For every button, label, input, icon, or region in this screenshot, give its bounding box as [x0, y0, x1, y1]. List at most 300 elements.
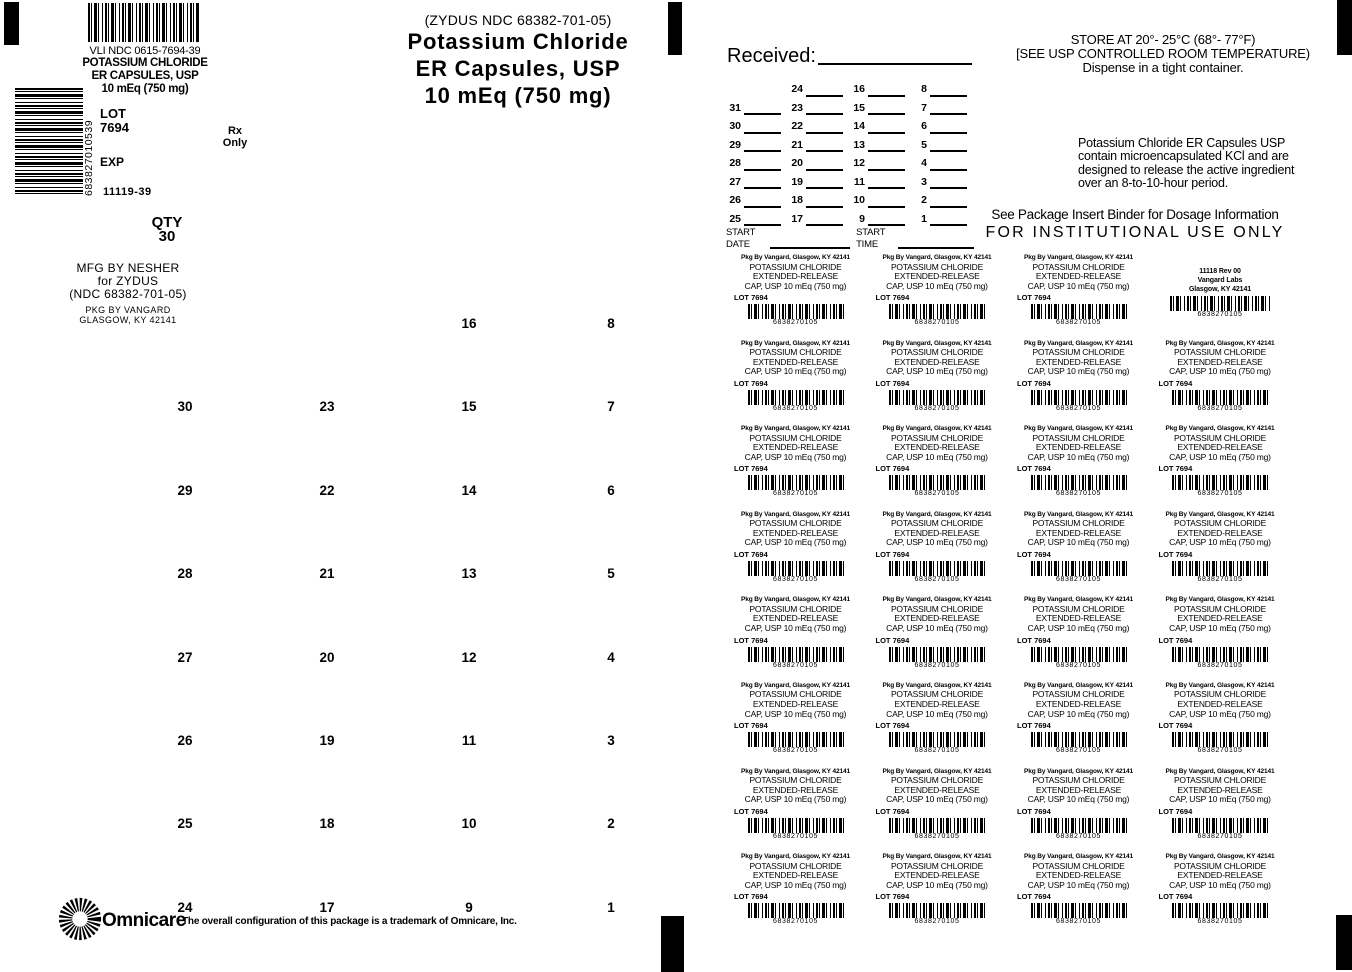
day-slot [848, 101, 910, 120]
unit-release-type: EXTENDED-RELEASE [1177, 870, 1263, 881]
day-number: 14 [853, 120, 865, 132]
day-number: 12 [461, 649, 477, 665]
fill-line [806, 119, 843, 134]
unit-strength: CAP, USP 10 mEq (750 mg) [886, 451, 988, 462]
mfg-line1: MFG BY NESHER [76, 261, 180, 275]
product-name-line2: ER CAPSULES, USP [91, 70, 199, 82]
day-number: 24 [177, 899, 193, 915]
unit-lot: LOT 7694 [1017, 635, 1051, 645]
day-slot [724, 119, 786, 138]
unit-release-type: EXTENDED-RELEASE [752, 613, 839, 624]
unit-barcode-number: 6838270105 [773, 490, 818, 498]
day-number: 15 [461, 399, 477, 415]
unit-pkg-by: Pkg By Vangard, Glasgow, KY 42141 [1023, 425, 1134, 433]
title-line2: ER Capsules, USP [415, 56, 621, 81]
unit-lot: LOT 7694 [734, 378, 768, 388]
calendar-row [724, 193, 972, 212]
start-date-time-row [726, 227, 974, 251]
unit-lot: LOT 7694 [1158, 721, 1193, 731]
day-number: 7 [921, 101, 927, 114]
rev-number: 11118 Rev 00 [1199, 268, 1241, 275]
unit-lot: LOT 7694 [734, 721, 768, 731]
unit-strength: CAP, USP 10 mEq (750 mg) [886, 879, 988, 890]
fill-line [868, 212, 905, 227]
exp-label: EXP [100, 155, 125, 169]
description-line3: designed to release the active ingredient [1078, 162, 1295, 177]
storage-line1: STORE AT 20°- 25°C (68°- 77°F) [1070, 32, 1256, 47]
unit-strength: CAP, USP 10 mEq (750 mg) [744, 794, 847, 805]
unit-pkg-by: Pkg By Vangard, Glasgow, KY 42141 [740, 254, 851, 261]
unit-strength: CAP, USP 10 mEq (750 mg) [744, 537, 847, 548]
unit-dose-label [1013, 425, 1144, 511]
rev-label [1155, 254, 1286, 340]
unit-barcode-number: 6838270105 [1197, 576, 1243, 584]
day-slot [848, 82, 910, 101]
day-slot [786, 119, 848, 138]
day-number: 16 [461, 316, 477, 331]
unit-pkg-by: Pkg By Vangard, Glasgow, KY 42141 [740, 681, 851, 689]
main-title [368, 12, 668, 109]
unit-barcode-number: 6838270105 [914, 747, 960, 755]
unit-drug-name: POTASSIUM CHLORIDE [1032, 518, 1125, 529]
unit-dose-label [730, 768, 861, 854]
unit-drug-name: POTASSIUM CHLORIDE [890, 261, 984, 272]
day-slot [724, 138, 786, 157]
unit-drug-name: POTASSIUM CHLORIDE [749, 689, 842, 700]
day-number: 11 [461, 732, 477, 748]
unit-dose-label [872, 682, 1003, 768]
unit-lot: LOT 7694 [1017, 293, 1051, 303]
day-slot [910, 101, 972, 120]
calendar-row [114, 566, 682, 649]
qty-label: QTY [151, 214, 183, 231]
unit-dose-label [1013, 596, 1144, 682]
day-number: 24 [791, 83, 803, 95]
day-number: 21 [319, 566, 335, 582]
fill-line [744, 156, 781, 171]
day-number: 4 [607, 649, 615, 665]
lot-block [100, 107, 129, 134]
day-number: 14 [461, 482, 477, 498]
unit-strength: CAP, USP 10 mEq (750 mg) [886, 537, 988, 548]
unit-barcode-number: 6838270105 [1056, 576, 1101, 584]
unit-pkg-by: Pkg By Vangard, Glasgow, KY 42141 [1165, 339, 1275, 347]
title-ndc: (ZYDUS NDC 68382-701-05) [424, 12, 612, 28]
fill-line [868, 138, 905, 153]
unit-strength: CAP, USP 10 mEq (750 mg) [1169, 537, 1271, 548]
mfg-line3: (NDC 68382-701-05) [69, 287, 187, 301]
unit-barcode-number: 6838270105 [1197, 490, 1243, 498]
fill-line [744, 193, 781, 208]
unit-release-type: EXTENDED-RELEASE [1035, 784, 1122, 795]
day-number: 8 [607, 316, 615, 331]
fill-line [806, 193, 843, 208]
day-number: 29 [177, 482, 193, 498]
unit-barcode-number: 6838270105 [914, 404, 960, 412]
storage-line2: [SEE USP CONTROLLED ROOM TEMPERATURE) [1016, 46, 1310, 61]
unit-strength: CAP, USP 10 mEq (750 mg) [1027, 794, 1130, 805]
unit-lot: LOT 7694 [1158, 464, 1193, 474]
fill-line [806, 101, 843, 116]
day-number: 18 [319, 816, 335, 832]
unit-pkg-by: Pkg By Vangard, Glasgow, KY 42141 [1165, 681, 1275, 689]
unit-drug-name: POTASSIUM CHLORIDE [749, 432, 842, 443]
calendar-row [114, 816, 682, 899]
day-slot [848, 138, 910, 157]
unit-lot: LOT 7694 [1158, 892, 1193, 902]
unit-barcode [748, 647, 844, 662]
unit-lot: LOT 7694 [734, 464, 768, 474]
fill-line [806, 175, 843, 190]
unit-drug-name: POTASSIUM CHLORIDE [749, 347, 842, 358]
unit-drug-name: POTASSIUM CHLORIDE [749, 261, 842, 272]
calendar-row [724, 138, 972, 157]
unit-release-type: EXTENDED-RELEASE [894, 784, 980, 795]
institutional-use-notice: FOR INSTITUTIONAL USE ONLY [985, 224, 1285, 241]
unit-lot: LOT 7694 [875, 806, 910, 816]
unit-pkg-by: Pkg By Vangard, Glasgow, KY 42141 [1023, 510, 1134, 518]
unit-strength: CAP, USP 10 mEq (750 mg) [1169, 708, 1271, 719]
unit-barcode-number: 6838270105 [773, 747, 818, 755]
day-number: 2 [607, 816, 615, 832]
unit-barcode-number: 6838270105 [773, 576, 818, 584]
received-label: Received: [727, 45, 816, 67]
unit-lot: LOT 7694 [1017, 378, 1051, 388]
unit-release-type: EXTENDED-RELEASE [1177, 613, 1263, 624]
day-number: 26 [729, 194, 741, 206]
unit-release-type: EXTENDED-RELEASE [1177, 356, 1263, 367]
day-number: 27 [729, 175, 741, 188]
calendar-grid-left [114, 316, 682, 972]
unit-drug-name: POTASSIUM CHLORIDE [890, 775, 984, 786]
day-number: 9 [859, 212, 865, 225]
unit-release-type: EXTENDED-RELEASE [752, 442, 839, 453]
fill-line [744, 101, 781, 116]
day-number: 16 [853, 83, 865, 95]
calendar-row [724, 175, 972, 194]
unit-release-type: EXTENDED-RELEASE [1035, 271, 1122, 282]
unit-barcode-number: 6838270105 [914, 918, 960, 926]
calendar-row [724, 82, 972, 101]
calendar-row [724, 156, 972, 175]
unit-barcode-number: 6838270105 [1056, 319, 1101, 327]
unit-pkg-by: Pkg By Vangard, Glasgow, KY 42141 [1165, 425, 1275, 433]
fill-line [868, 101, 905, 116]
day-number: 3 [607, 732, 615, 748]
unit-pkg-by: Pkg By Vangard, Glasgow, KY 42141 [1165, 596, 1275, 604]
unit-strength: CAP, USP 10 mEq (750 mg) [1169, 794, 1271, 805]
day-number: 13 [853, 138, 865, 151]
unit-strength: CAP, USP 10 mEq (750 mg) [886, 366, 988, 377]
unit-drug-name: POTASSIUM CHLORIDE [1032, 603, 1125, 614]
unit-release-type: EXTENDED-RELEASE [752, 356, 839, 367]
fill-line [806, 138, 843, 153]
unit-strength: CAP, USP 10 mEq (750 mg) [744, 879, 847, 890]
unit-lot: LOT 7694 [734, 806, 768, 816]
unit-barcode [1031, 390, 1127, 405]
unit-pkg-by: Pkg By Vangard, Glasgow, KY 42141 [740, 767, 851, 775]
unit-lot: LOT 7694 [1017, 464, 1051, 474]
unit-drug-name: POTASSIUM CHLORIDE [1173, 347, 1267, 358]
unit-barcode-number: 6838270105 [1197, 918, 1243, 926]
unit-barcode [748, 561, 844, 576]
unit-dose-label [730, 511, 861, 597]
fill-line [930, 119, 967, 134]
day-slot [724, 175, 786, 194]
unit-lot: LOT 7694 [734, 892, 768, 902]
calendar-grid-right [724, 82, 972, 230]
unit-release-type: EXTENDED-RELEASE [894, 870, 980, 881]
unit-drug-name: POTASSIUM CHLORIDE [1032, 347, 1125, 358]
day-number: 4 [921, 157, 927, 169]
unit-release-type: EXTENDED-RELEASE [894, 356, 980, 367]
unit-release-type: EXTENDED-RELEASE [1177, 784, 1263, 795]
calendar-row [114, 483, 682, 566]
unit-pkg-by: Pkg By Vangard, Glasgow, KY 42141 [1165, 510, 1275, 518]
unit-barcode [748, 304, 844, 319]
storage-instructions [1008, 33, 1318, 75]
day-number: 12 [853, 157, 865, 169]
day-number [114, 316, 256, 399]
day-slot [786, 175, 848, 194]
fill-line [930, 101, 967, 116]
unit-dose-label [730, 682, 861, 768]
unit-pkg-by: Pkg By Vangard, Glasgow, KY 42141 [1023, 767, 1134, 775]
unit-barcode [1031, 818, 1127, 833]
unit-pkg-by: Pkg By Vangard, Glasgow, KY 42141 [882, 681, 992, 689]
unit-drug-name: POTASSIUM CHLORIDE [1032, 689, 1125, 700]
fill-line [868, 175, 905, 190]
unit-drug-name: POTASSIUM CHLORIDE [890, 689, 984, 700]
lot-label: LOT [100, 106, 126, 121]
unit-strength: CAP, USP 10 mEq (750 mg) [1169, 366, 1271, 377]
unit-release-type: EXTENDED-RELEASE [752, 870, 839, 881]
unit-release-type: EXTENDED-RELEASE [1177, 442, 1263, 453]
unit-release-type: EXTENDED-RELEASE [894, 527, 980, 538]
unit-barcode [748, 818, 844, 833]
fill-line [744, 138, 781, 153]
unit-barcode [1031, 304, 1127, 319]
unit-barcode [889, 390, 985, 405]
unit-dose-label [1155, 511, 1286, 597]
day-number: 30 [177, 399, 193, 415]
unit-barcode [889, 818, 985, 833]
storage-line3: Dispense in a tight container. [1082, 60, 1244, 75]
unit-strength: CAP, USP 10 mEq (750 mg) [744, 280, 847, 291]
received-fill-line [818, 45, 972, 65]
day-number: 21 [791, 138, 803, 151]
day-slot [848, 119, 910, 138]
unit-dose-label [1013, 853, 1144, 939]
unit-strength: CAP, USP 10 mEq (750 mg) [1027, 537, 1130, 548]
rx-line1: Rx [227, 125, 243, 137]
unit-lot: LOT 7694 [875, 293, 910, 303]
unit-release-type: EXTENDED-RELEASE [752, 784, 839, 795]
unit-pkg-by: Pkg By Vangard, Glasgow, KY 42141 [882, 339, 992, 347]
unit-drug-name: POTASSIUM CHLORIDE [1173, 775, 1267, 786]
vli-ndc-line: VLI NDC 0615-7694-39 [89, 45, 201, 57]
unit-barcode-number: 6838270105 [1056, 832, 1101, 840]
unit-dose-label [872, 254, 1003, 340]
product-name-line1: POTASSIUM CHLORIDE [82, 57, 208, 69]
day-number: 3 [921, 175, 927, 188]
day-number: 9 [465, 899, 473, 915]
day-slot [910, 175, 972, 194]
unit-barcode-number: 6838270105 [773, 404, 818, 412]
day-slot [786, 193, 848, 212]
day-number: 17 [319, 899, 335, 915]
unit-drug-name: POTASSIUM CHLORIDE [1173, 860, 1267, 871]
unit-strength: CAP, USP 10 mEq (750 mg) [886, 280, 988, 291]
unit-lot: LOT 7694 [1158, 550, 1193, 560]
unit-barcode-number: 6838270105 [914, 832, 960, 840]
lot-value: 7694 [100, 119, 129, 135]
day-slot [724, 156, 786, 175]
rev-company: Vangard Labs [1197, 277, 1243, 284]
registration-mark [668, 2, 682, 55]
description-line4: over an 8-to-10-hour period. [1078, 176, 1229, 191]
unit-dose-label [1155, 682, 1286, 768]
unit-lot: LOT 7694 [734, 550, 768, 560]
mfg-line2: for ZYDUS [97, 274, 159, 288]
day-number: 29 [729, 138, 741, 151]
unit-lot: LOT 7694 [1017, 721, 1051, 731]
unit-pkg-by: Pkg By Vangard, Glasgow, KY 42141 [740, 339, 851, 347]
description-line2: contain microencapsulated KCl and are [1078, 149, 1289, 164]
unit-barcode-number: 6838270105 [1056, 404, 1101, 412]
unit-pkg-by: Pkg By Vangard, Glasgow, KY 42141 [882, 510, 992, 518]
qty-block [138, 216, 196, 243]
qty-value: 30 [158, 227, 176, 245]
start-date-line [770, 227, 850, 249]
day-slot [910, 119, 972, 138]
unit-dose-label [1155, 596, 1286, 682]
unit-dose-label [872, 596, 1003, 682]
unit-release-type: EXTENDED-RELEASE [1177, 527, 1263, 538]
unit-pkg-by: Pkg By Vangard, Glasgow, KY 42141 [882, 767, 992, 775]
unit-strength: CAP, USP 10 mEq (750 mg) [1027, 879, 1130, 890]
day-slot [848, 193, 910, 212]
unit-pkg-by: Pkg By Vangard, Glasgow, KY 42141 [1023, 681, 1134, 689]
unit-barcode [748, 732, 844, 747]
unit-barcode [1172, 732, 1268, 747]
unit-barcode [1031, 903, 1127, 918]
unit-dose-label [1155, 340, 1286, 426]
unit-lot: LOT 7694 [875, 378, 910, 388]
product-description [1078, 137, 1308, 191]
unit-barcode [889, 475, 985, 490]
unit-barcode [748, 390, 844, 405]
unit-strength: CAP, USP 10 mEq (750 mg) [1169, 623, 1271, 634]
unit-pkg-by: Pkg By Vangard, Glasgow, KY 42141 [1023, 596, 1134, 604]
unit-lot: LOT 7694 [875, 635, 910, 645]
unit-release-type: EXTENDED-RELEASE [894, 613, 980, 624]
unit-drug-name: POTASSIUM CHLORIDE [749, 518, 842, 529]
rev-barcode-number: 6838270105 [1197, 311, 1243, 318]
unit-lot: LOT 7694 [1158, 806, 1193, 816]
unit-dose-label [730, 853, 861, 939]
unit-barcode-number: 6838270105 [914, 576, 960, 584]
unit-drug-name: POTASSIUM CHLORIDE [1032, 775, 1125, 786]
unit-drug-name: POTASSIUM CHLORIDE [1173, 432, 1267, 443]
day-number: 26 [177, 732, 193, 748]
unit-barcode [1031, 475, 1127, 490]
unit-barcode-number: 6838270105 [914, 661, 960, 669]
unit-dose-label [1155, 768, 1286, 854]
day-number: 1 [607, 899, 615, 915]
day-number: 10 [461, 816, 477, 832]
day-number: 5 [921, 138, 927, 151]
day-number: 22 [319, 482, 335, 498]
unit-release-type: EXTENDED-RELEASE [1177, 699, 1263, 710]
unit-strength: CAP, USP 10 mEq (750 mg) [886, 623, 988, 634]
day-number: 30 [729, 120, 741, 132]
fill-line [744, 212, 781, 227]
unit-release-type: EXTENDED-RELEASE [894, 699, 980, 710]
unit-strength: CAP, USP 10 mEq (750 mg) [1027, 623, 1130, 634]
unit-barcode [1031, 647, 1127, 662]
fill-line [930, 193, 967, 208]
unit-pkg-by: Pkg By Vangard, Glasgow, KY 42141 [1023, 254, 1134, 261]
day-slot [848, 156, 910, 175]
fill-line [806, 156, 843, 171]
unit-barcode [889, 561, 985, 576]
registration-mark [1337, 0, 1352, 55]
unit-barcode [1172, 818, 1268, 833]
calendar-row [114, 316, 682, 399]
calendar-row [114, 900, 682, 972]
unit-label-grid [730, 254, 1296, 939]
unit-barcode-number: 6838270105 [1197, 661, 1243, 669]
unit-pkg-by: Pkg By Vangard, Glasgow, KY 42141 [882, 596, 992, 604]
item-number: 11119-39 [103, 186, 152, 198]
unit-drug-name: POTASSIUM CHLORIDE [890, 347, 984, 358]
unit-drug-name: POTASSIUM CHLORIDE [1173, 689, 1267, 700]
unit-drug-name: POTASSIUM CHLORIDE [749, 860, 842, 871]
unit-dose-label [872, 425, 1003, 511]
registration-mark [1336, 915, 1352, 970]
mfg-line5: GLASGOW, KY 42141 [79, 315, 177, 325]
unit-release-type: EXTENDED-RELEASE [752, 527, 839, 538]
received-row [727, 45, 972, 68]
unit-barcode-number: 6838270105 [773, 319, 818, 327]
unit-lot: LOT 7694 [1158, 378, 1193, 388]
unit-strength: CAP, USP 10 mEq (750 mg) [744, 366, 847, 377]
registration-mark [4, 2, 19, 45]
day-slot [724, 101, 786, 120]
unit-barcode-number: 6838270105 [1056, 490, 1101, 498]
rx-only [213, 125, 257, 149]
title-line1: Potassium Chloride [407, 29, 629, 54]
unit-pkg-by: Pkg By Vangard, Glasgow, KY 42141 [1023, 339, 1134, 347]
day-number: 18 [791, 194, 803, 206]
unit-lot: LOT 7694 [1158, 635, 1193, 645]
unit-dose-label [1013, 340, 1144, 426]
unit-lot: LOT 7694 [875, 464, 910, 474]
unit-dose-label [730, 596, 861, 682]
rev-city: Glasgow, KY 42141 [1188, 286, 1252, 293]
day-number: 7 [607, 399, 615, 415]
day-number: 23 [319, 399, 335, 415]
day-number: 20 [791, 157, 803, 169]
unit-dose-label [1013, 254, 1144, 340]
fill-line [744, 119, 781, 134]
unit-barcode-number: 6838270105 [1197, 832, 1243, 840]
unit-barcode-number: 6838270105 [1056, 918, 1101, 926]
unit-barcode-number: 6838270105 [1197, 747, 1243, 755]
unit-barcode-number: 6838270105 [1197, 404, 1243, 412]
day-number: 28 [729, 157, 741, 169]
